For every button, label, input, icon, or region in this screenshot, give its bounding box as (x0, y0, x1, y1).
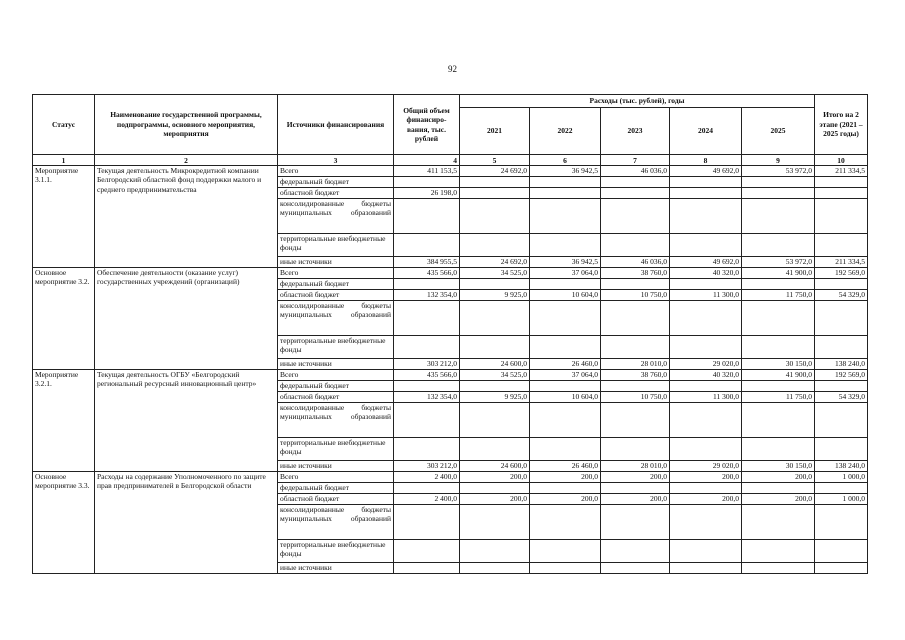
stage-total-cell: 138 240,0 (815, 461, 868, 472)
header-stage-total: Итого на 2 этапе (2021 – 2025 годы) (815, 95, 868, 155)
year-amount-cell (601, 563, 670, 574)
year-amount-cell (460, 301, 530, 336)
year-amount-cell: 10 750,0 (601, 290, 670, 301)
year-amount-cell (460, 483, 530, 494)
header-name: Наименование государственной программы, подпрограммы, основного мероприятия, мероприятия (95, 95, 278, 155)
header-total: Общий объем финансиро-вания, тыс. рублей (394, 95, 460, 155)
year-amount-cell: 200,0 (460, 494, 530, 505)
column-number: 8 (670, 155, 742, 166)
total-amount-cell (394, 234, 460, 257)
year-amount-cell (670, 505, 742, 540)
year-amount-cell (601, 381, 670, 392)
year-amount-cell: 200,0 (670, 494, 742, 505)
total-amount-cell (394, 279, 460, 290)
year-amount-cell (670, 563, 742, 574)
year-amount-cell: 28 010,0 (601, 461, 670, 472)
year-amount-cell (530, 438, 601, 461)
year-amount-cell (530, 403, 601, 438)
year-amount-cell: 26 460,0 (530, 461, 601, 472)
header-status: Статус (33, 95, 95, 155)
header-year: 2021 (460, 108, 530, 155)
year-amount-cell: 29 020,0 (670, 461, 742, 472)
year-amount-cell: 11 300,0 (670, 392, 742, 403)
year-amount-cell (670, 381, 742, 392)
column-number: 9 (742, 155, 815, 166)
year-amount-cell (601, 505, 670, 540)
source-cell: федеральный бюджет (278, 381, 394, 392)
stage-total-cell (815, 177, 868, 188)
header-year: 2025 (742, 108, 815, 155)
source-cell: областной бюджет (278, 290, 394, 301)
year-amount-cell: 200,0 (530, 494, 601, 505)
source-cell: территориальные внебюджетные фонды (278, 438, 394, 461)
year-amount-cell: 24 600,0 (460, 461, 530, 472)
year-amount-cell (530, 336, 601, 359)
stage-total-cell (815, 403, 868, 438)
year-amount-cell (530, 234, 601, 257)
year-amount-cell: 11 750,0 (742, 290, 815, 301)
year-amount-cell: 46 036,0 (601, 257, 670, 268)
year-amount-cell: 11 750,0 (742, 392, 815, 403)
year-amount-cell: 37 064,0 (530, 370, 601, 381)
year-amount-cell (530, 381, 601, 392)
year-amount-cell: 41 900,0 (742, 268, 815, 279)
year-amount-cell: 30 150,0 (742, 461, 815, 472)
source-cell: иные источники (278, 257, 394, 268)
year-amount-cell (530, 540, 601, 563)
year-amount-cell: 9 925,0 (460, 392, 530, 403)
year-amount-cell (670, 279, 742, 290)
stage-total-cell: 1 000,0 (815, 472, 868, 483)
source-cell: федеральный бюджет (278, 483, 394, 494)
year-amount-cell: 200,0 (742, 472, 815, 483)
year-amount-cell: 9 925,0 (460, 290, 530, 301)
year-amount-cell (670, 438, 742, 461)
total-amount-cell (394, 177, 460, 188)
year-amount-cell: 37 064,0 (530, 268, 601, 279)
year-amount-cell (742, 279, 815, 290)
year-amount-cell: 200,0 (460, 472, 530, 483)
year-amount-cell: 28 010,0 (601, 359, 670, 370)
header-expenses: Расходы (тыс. рублей), годы (460, 95, 815, 108)
year-amount-cell: 200,0 (530, 472, 601, 483)
year-amount-cell (460, 563, 530, 574)
total-amount-cell: 435 566,0 (394, 268, 460, 279)
table-row (33, 472, 868, 483)
year-amount-cell: 53 972,0 (742, 257, 815, 268)
source-cell: Всего (278, 472, 394, 483)
year-amount-cell (530, 505, 601, 540)
source-cell: Всего (278, 370, 394, 381)
stage-total-cell: 1 000,0 (815, 494, 868, 505)
source-cell: иные источники (278, 563, 394, 574)
year-amount-cell (670, 336, 742, 359)
total-amount-cell: 2 400,0 (394, 494, 460, 505)
year-amount-cell: 40 320,0 (670, 268, 742, 279)
year-amount-cell (742, 177, 815, 188)
total-amount-cell: 132 354,0 (394, 392, 460, 403)
year-amount-cell (460, 438, 530, 461)
year-amount-cell (742, 381, 815, 392)
year-amount-cell (670, 188, 742, 199)
header-year: 2024 (670, 108, 742, 155)
year-amount-cell (601, 540, 670, 563)
stage-total-cell (815, 188, 868, 199)
year-amount-cell: 49 692,0 (670, 166, 742, 177)
year-amount-cell: 24 600,0 (460, 359, 530, 370)
year-amount-cell (460, 279, 530, 290)
total-amount-cell: 303 212,0 (394, 359, 460, 370)
year-amount-cell (530, 563, 601, 574)
source-cell: территориальные внебюджетные фонды (278, 234, 394, 257)
year-amount-cell (460, 403, 530, 438)
column-number-row (33, 155, 868, 166)
total-amount-cell (394, 563, 460, 574)
stage-total-cell: 138 240,0 (815, 359, 868, 370)
stage-total-cell (815, 336, 868, 359)
year-amount-cell: 46 036,0 (601, 166, 670, 177)
stage-total-cell: 54 329,0 (815, 290, 868, 301)
stage-total-cell (815, 381, 868, 392)
year-amount-cell (742, 301, 815, 336)
stage-total-cell: 211 334,5 (815, 166, 868, 177)
stage-total-cell: 211 334,5 (815, 257, 868, 268)
source-cell: областной бюджет (278, 188, 394, 199)
source-cell: Всего (278, 166, 394, 177)
status-cell: Мероприятие 3.2.1. (33, 370, 95, 472)
column-number: 5 (460, 155, 530, 166)
year-amount-cell (742, 540, 815, 563)
year-amount-cell (460, 188, 530, 199)
year-amount-cell (601, 403, 670, 438)
year-amount-cell: 24 692,0 (460, 166, 530, 177)
total-amount-cell: 435 566,0 (394, 370, 460, 381)
year-amount-cell: 49 692,0 (670, 257, 742, 268)
year-amount-cell (601, 301, 670, 336)
year-amount-cell (670, 177, 742, 188)
year-amount-cell (670, 199, 742, 234)
total-amount-cell: 384 955,5 (394, 257, 460, 268)
source-cell: территориальные внебюджетные фонды (278, 336, 394, 359)
year-amount-cell (601, 234, 670, 257)
year-amount-cell (460, 381, 530, 392)
year-amount-cell (530, 177, 601, 188)
activity-name-cell: Текущая деятельность Микрокредитной компании Белгородский областной фонд поддержки малого и среднего предпринимательства (95, 166, 278, 268)
source-cell: территориальные внебюджетные фонды (278, 540, 394, 563)
activity-name-cell: Текущая деятельность ОГБУ «Белгородский региональный ресурсный инновационный центр» (95, 370, 278, 472)
financing-table (32, 94, 868, 574)
table-row (33, 268, 868, 279)
year-amount-cell: 10 604,0 (530, 392, 601, 403)
total-amount-cell (394, 301, 460, 336)
year-amount-cell: 26 460,0 (530, 359, 601, 370)
year-amount-cell (742, 438, 815, 461)
source-cell: иные источники (278, 359, 394, 370)
header-year: 2022 (530, 108, 601, 155)
total-amount-cell: 303 212,0 (394, 461, 460, 472)
year-amount-cell: 200,0 (601, 472, 670, 483)
year-amount-cell: 10 604,0 (530, 290, 601, 301)
year-amount-cell (601, 483, 670, 494)
year-amount-cell: 53 972,0 (742, 166, 815, 177)
year-amount-cell: 10 750,0 (601, 392, 670, 403)
total-amount-cell: 26 198,0 (394, 188, 460, 199)
year-amount-cell (460, 505, 530, 540)
total-amount-cell: 2 400,0 (394, 472, 460, 483)
total-amount-cell (394, 505, 460, 540)
stage-total-cell (815, 234, 868, 257)
stage-total-cell (815, 199, 868, 234)
column-number: 10 (815, 155, 868, 166)
year-amount-cell (742, 188, 815, 199)
header-year: 2023 (601, 108, 670, 155)
year-amount-cell (460, 234, 530, 257)
source-cell: консолидированные бюджеты муниципальных образований (278, 403, 394, 438)
year-amount-cell (742, 563, 815, 574)
column-number: 4 (394, 155, 460, 166)
total-amount-cell (394, 381, 460, 392)
status-cell: Основное мероприятие 3.2. (33, 268, 95, 370)
source-cell: федеральный бюджет (278, 177, 394, 188)
year-amount-cell: 29 020,0 (670, 359, 742, 370)
year-amount-cell: 38 760,0 (601, 370, 670, 381)
year-amount-cell: 36 942,5 (530, 166, 601, 177)
year-amount-cell: 34 525,0 (460, 268, 530, 279)
header-sources: Источники финансирования (278, 95, 394, 155)
table-row (33, 166, 868, 177)
table-row (33, 370, 868, 381)
column-number: 1 (33, 155, 95, 166)
stage-total-cell (815, 438, 868, 461)
stage-total-cell (815, 563, 868, 574)
year-amount-cell (742, 234, 815, 257)
stage-total-cell: 54 329,0 (815, 392, 868, 403)
stage-total-cell (815, 540, 868, 563)
year-amount-cell: 30 150,0 (742, 359, 815, 370)
year-amount-cell (601, 199, 670, 234)
stage-total-cell (815, 301, 868, 336)
source-cell: иные источники (278, 461, 394, 472)
year-amount-cell (601, 438, 670, 461)
stage-total-cell: 192 569,0 (815, 370, 868, 381)
year-amount-cell (530, 199, 601, 234)
column-number: 6 (530, 155, 601, 166)
year-amount-cell (670, 403, 742, 438)
year-amount-cell: 11 300,0 (670, 290, 742, 301)
year-amount-cell (460, 540, 530, 563)
total-amount-cell: 132 354,0 (394, 290, 460, 301)
year-amount-cell (742, 199, 815, 234)
total-amount-cell (394, 199, 460, 234)
year-amount-cell: 24 692,0 (460, 257, 530, 268)
year-amount-cell: 41 900,0 (742, 370, 815, 381)
source-cell: консолидированные бюджеты муниципальных образований (278, 199, 394, 234)
year-amount-cell (742, 505, 815, 540)
year-amount-cell (601, 177, 670, 188)
source-cell: областной бюджет (278, 392, 394, 403)
year-amount-cell: 200,0 (670, 472, 742, 483)
year-amount-cell (530, 483, 601, 494)
year-amount-cell (460, 199, 530, 234)
year-amount-cell (670, 483, 742, 494)
source-cell: Всего (278, 268, 394, 279)
year-amount-cell (742, 403, 815, 438)
year-amount-cell (742, 336, 815, 359)
total-amount-cell: 411 153,5 (394, 166, 460, 177)
column-number: 2 (95, 155, 278, 166)
stage-total-cell (815, 483, 868, 494)
year-amount-cell: 34 525,0 (460, 370, 530, 381)
total-amount-cell (394, 438, 460, 461)
total-amount-cell (394, 540, 460, 563)
year-amount-cell (670, 234, 742, 257)
column-number: 7 (601, 155, 670, 166)
activity-name-cell: Расходы на содержание Уполномоченного по защите прав предпринимателей в Белгородской области (95, 472, 278, 574)
year-amount-cell (670, 540, 742, 563)
year-amount-cell (530, 279, 601, 290)
year-amount-cell (601, 336, 670, 359)
source-cell: консолидированные бюджеты муниципальных образований (278, 505, 394, 540)
stage-total-cell: 192 569,0 (815, 268, 868, 279)
source-cell: областной бюджет (278, 494, 394, 505)
total-amount-cell (394, 403, 460, 438)
status-cell: Основное мероприятие 3.3. (33, 472, 95, 574)
year-amount-cell (530, 188, 601, 199)
activity-name-cell: Обеспечение деятельности (оказание услуг) государственных учреждений (организаций) (95, 268, 278, 370)
year-amount-cell: 36 942,5 (530, 257, 601, 268)
source-cell: федеральный бюджет (278, 279, 394, 290)
year-amount-cell: 40 320,0 (670, 370, 742, 381)
year-amount-cell: 200,0 (742, 494, 815, 505)
stage-total-cell (815, 505, 868, 540)
total-amount-cell (394, 336, 460, 359)
year-amount-cell: 200,0 (601, 494, 670, 505)
year-amount-cell (601, 188, 670, 199)
year-amount-cell (670, 301, 742, 336)
year-amount-cell (460, 336, 530, 359)
year-amount-cell (601, 279, 670, 290)
stage-total-cell (815, 279, 868, 290)
status-cell: Мероприятие 3.1.1. (33, 166, 95, 268)
total-amount-cell (394, 483, 460, 494)
year-amount-cell (742, 483, 815, 494)
page-number: 92 (448, 64, 457, 74)
year-amount-cell (530, 301, 601, 336)
column-number: 3 (278, 155, 394, 166)
year-amount-cell: 38 760,0 (601, 268, 670, 279)
source-cell: консолидированные бюджеты муниципальных образований (278, 301, 394, 336)
year-amount-cell (460, 177, 530, 188)
